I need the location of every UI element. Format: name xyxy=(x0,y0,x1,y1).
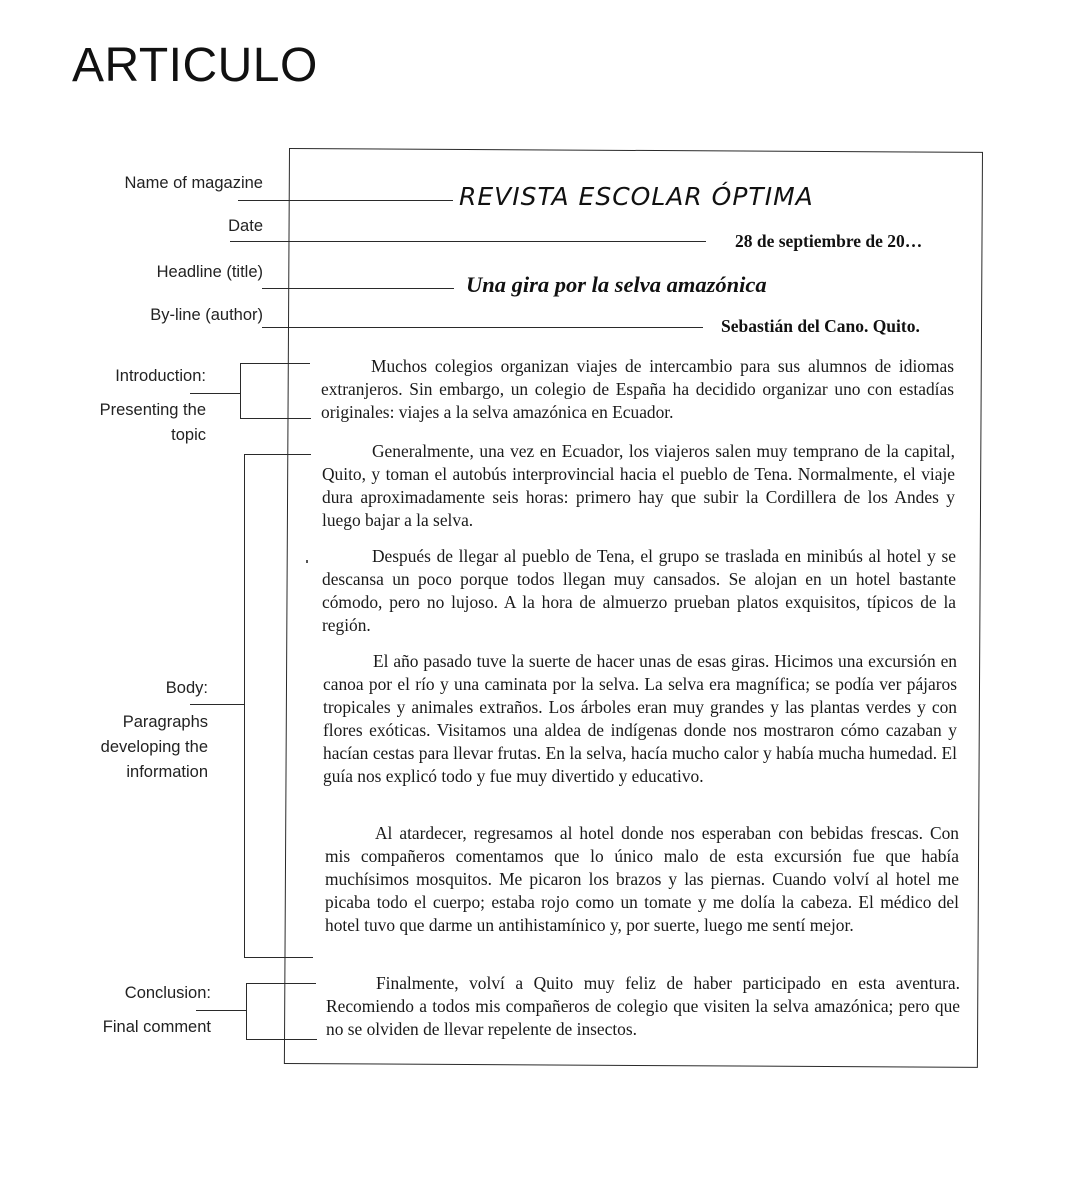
bracket-body-pointer xyxy=(190,704,244,705)
label-conclusion: Conclusion: xyxy=(124,984,211,1002)
label-body-desc-2: developing the xyxy=(100,738,208,756)
scan-speck xyxy=(306,560,308,563)
label-body-desc-3: information xyxy=(126,763,208,781)
label-date: Date xyxy=(228,217,263,235)
article-headline: Una gira por la selva amazónica xyxy=(466,272,767,297)
magazine-name: REVISTA ESCOLAR ÓPTIMA xyxy=(459,182,814,211)
bracket-intro-pointer xyxy=(190,393,240,394)
label-body: Body: xyxy=(165,679,208,697)
label-introduction-desc-2: topic xyxy=(171,426,206,444)
label-name-of-magazine: Name of magazine xyxy=(124,174,263,192)
paragraph-body-2: Después de llegar al pueblo de Tena, el grupo se traslada en minibús al hotel y se descansa un poco porque todos llegan muy cansados. Se alojan en un hotel bastante cómodo, pero no lujoso. A la hora de almuerzo prueban platos exquisitos, típicos de la región. xyxy=(322,546,956,635)
label-conclusion-desc: Final comment xyxy=(102,1018,211,1036)
paragraph-body-4: Al atardecer, regresamos al hotel donde nos esperaban con bebidas frescas. Con mis compañeros comentamos que lo único malo de esta excursión fue que había muchísimos mosquitos. Me picaron los brazos y las piernas. Cuando volví al hotel me picaba todo el cuerpo; estaba rojo como un tomate y me dolía la cabeza. El médico del hotel tuvo que darme un antihistamínico y, por suerte, luego me sentí mejor. xyxy=(325,823,959,935)
article-date: 28 de septiembre de 20… xyxy=(735,231,923,251)
label-introduction: Introduction: xyxy=(115,367,206,385)
label-introduction-desc-1: Presenting the xyxy=(99,401,206,419)
bracket-body-vertical xyxy=(244,454,245,958)
paragraph-introduction: Muchos colegios organizan viajes de intercambio para sus alumnos de idiomas extranjeros. Sin embargo, un colegio de España ha decidido organizar uno con estadías originales: viajes a la selva amazónica en Ecuador. xyxy=(321,356,954,422)
article-byline: Sebastián del Cano. Quito. xyxy=(721,316,920,336)
label-headline: Headline (title) xyxy=(156,263,263,281)
paragraph-body-3: El año pasado tuve la suerte de hacer unas de esas giras. Hicimos una excursión en canoa por el río y una caminata por la selva. La selva era magnífica; se podía ver pájaros tropicales y animales extraños. Los árboles eran muy grandes y las plantas verdes y con flores exóticas. Visitamos una aldea de indígenas donde nos mostraron cómo cazaban y hacían cestas para llevar frutas. En la selva, hacía mucho calor y había mucha humedad. El guía nos explicó todo y fue muy divertido y educativo. xyxy=(323,651,957,786)
page-title: ARTICULO xyxy=(72,39,318,92)
bracket-intro-vertical xyxy=(240,363,241,419)
label-body-desc-1: Paragraphs xyxy=(122,713,208,731)
paragraph-body-1: Generalmente, una vez en Ecuador, los viajeros salen muy temprano de la capital, Quito, y toman el autobús interprovincial hacia el pueblo de Tena. Normalmente, el viaje dura aproximadamente seis horas: primero hay que subir la Cordillera de los Andes y luego bajar a la selva. xyxy=(322,441,955,530)
paragraph-conclusion: Finalmente, volví a Quito muy feliz de haber participado en esta aventura. Recomiendo a todos mis compañeros de colegio que visiten la selva amazónica; pero que no se olviden de llevar repelente de insectos. xyxy=(326,973,960,1039)
bracket-conclusion-pointer xyxy=(196,1010,246,1011)
label-byline: By-line (author) xyxy=(150,306,263,324)
bracket-conclusion-vertical xyxy=(246,983,247,1040)
